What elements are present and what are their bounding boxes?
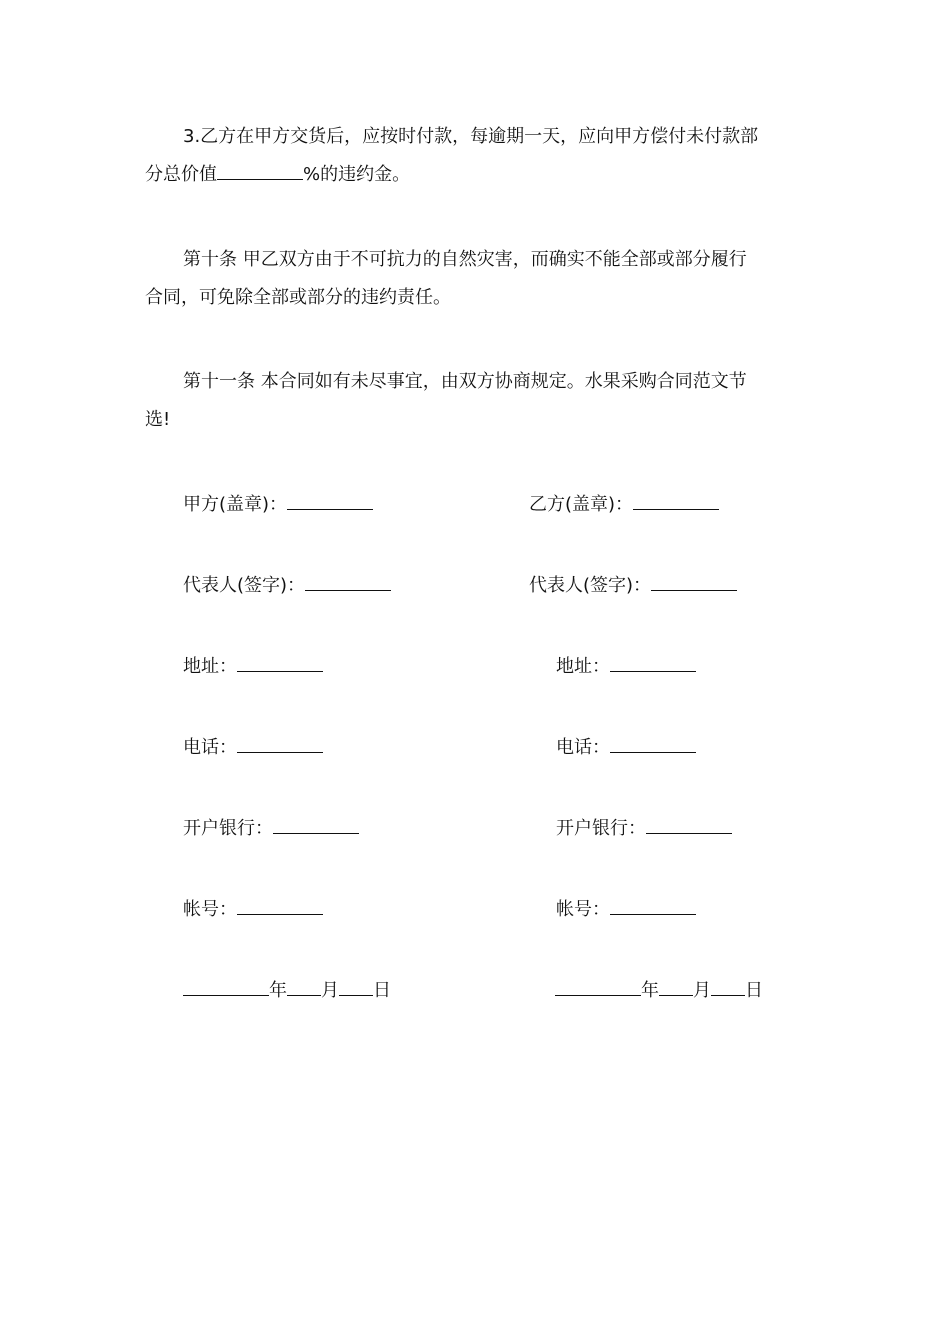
party-a-phone-row [183, 734, 323, 760]
party-a-phone-blank [237, 734, 323, 753]
party-b-seal-blank [633, 491, 719, 510]
party-b-seal-row [529, 491, 719, 517]
clause-item-3-line2-pre: 分总价值 [145, 164, 217, 185]
party-b-representative-row [529, 572, 737, 598]
party-b-day-blank [711, 977, 745, 996]
party-a-seal-row [183, 491, 373, 517]
party-b-account-row [556, 896, 696, 922]
clause-article-11-line1: 第十一条 本合同如有未尽事宜，由双方协商规定。水果采购合同范文节 [183, 371, 747, 392]
party-a-representative-label: 代表人(签字)： [183, 575, 306, 596]
party-a-seal-blank [287, 491, 373, 510]
clause-article-11 [145, 363, 800, 439]
party-a-day-label: 日 [373, 980, 391, 1001]
party-a-date-row [183, 977, 391, 1003]
party-a-bank-row [183, 815, 359, 841]
party-a-seal-label: 甲方(盖章)： [183, 494, 288, 515]
party-b-phone-label: 电话： [556, 737, 610, 758]
party-a-address-blank [237, 653, 323, 672]
clause-item-3-line2-post: %的违约金。 [303, 164, 411, 185]
party-b-year-label: 年 [641, 980, 659, 1001]
party-a-year-label: 年 [269, 980, 287, 1001]
party-a-phone-label: 电话： [183, 737, 237, 758]
party-b-month-label: 月 [693, 980, 711, 1001]
party-a-month-label: 月 [321, 980, 339, 1001]
party-b-month-blank [659, 977, 693, 996]
clause-article-10 [145, 241, 800, 317]
party-b-address-blank [610, 653, 696, 672]
party-a-day-blank [339, 977, 373, 996]
clause-article-10-line2: 合同，可免除全部或部分的违约责任。 [145, 287, 451, 308]
party-b-account-blank [610, 896, 696, 915]
party-b-representative-label: 代表人(签字)： [529, 575, 652, 596]
clause-item-3-line1: 3.乙方在甲方交货后，应按时付款，每逾期一天，应向甲方偿付未付款部 [183, 126, 759, 147]
party-a-year-blank [183, 977, 269, 996]
party-a-account-row [183, 896, 323, 922]
party-b-phone-row [556, 734, 696, 760]
party-a-account-label: 帐号： [183, 899, 237, 920]
party-a-address-row [183, 653, 323, 679]
party-b-year-blank [555, 977, 641, 996]
party-a-month-blank [287, 977, 321, 996]
party-b-bank-blank [646, 815, 732, 834]
party-b-address-label: 地址： [556, 656, 610, 677]
clause-article-11-line2: 选! [145, 409, 171, 430]
party-a-address-label: 地址： [183, 656, 237, 677]
party-b-day-label: 日 [745, 980, 763, 1001]
party-a-representative-blank [305, 572, 391, 591]
clause-item-3 [145, 118, 800, 194]
clause-article-10-line1: 第十条 甲乙双方由于不可抗力的自然灾害，而确实不能全部或部分履行 [183, 249, 747, 270]
party-a-account-blank [237, 896, 323, 915]
party-b-bank-label: 开户银行： [556, 818, 646, 839]
party-b-bank-row [556, 815, 732, 841]
party-b-date-row [555, 977, 763, 1003]
party-a-bank-blank [273, 815, 359, 834]
party-b-seal-label: 乙方(盖章)： [529, 494, 634, 515]
party-b-representative-blank [651, 572, 737, 591]
party-b-address-row [556, 653, 696, 679]
party-a-representative-row [183, 572, 391, 598]
party-b-phone-blank [610, 734, 696, 753]
clause-item-3-line2 [145, 156, 800, 194]
party-a-bank-label: 开户银行： [183, 818, 273, 839]
party-b-account-label: 帐号： [556, 899, 610, 920]
penalty-rate-blank [217, 161, 303, 180]
